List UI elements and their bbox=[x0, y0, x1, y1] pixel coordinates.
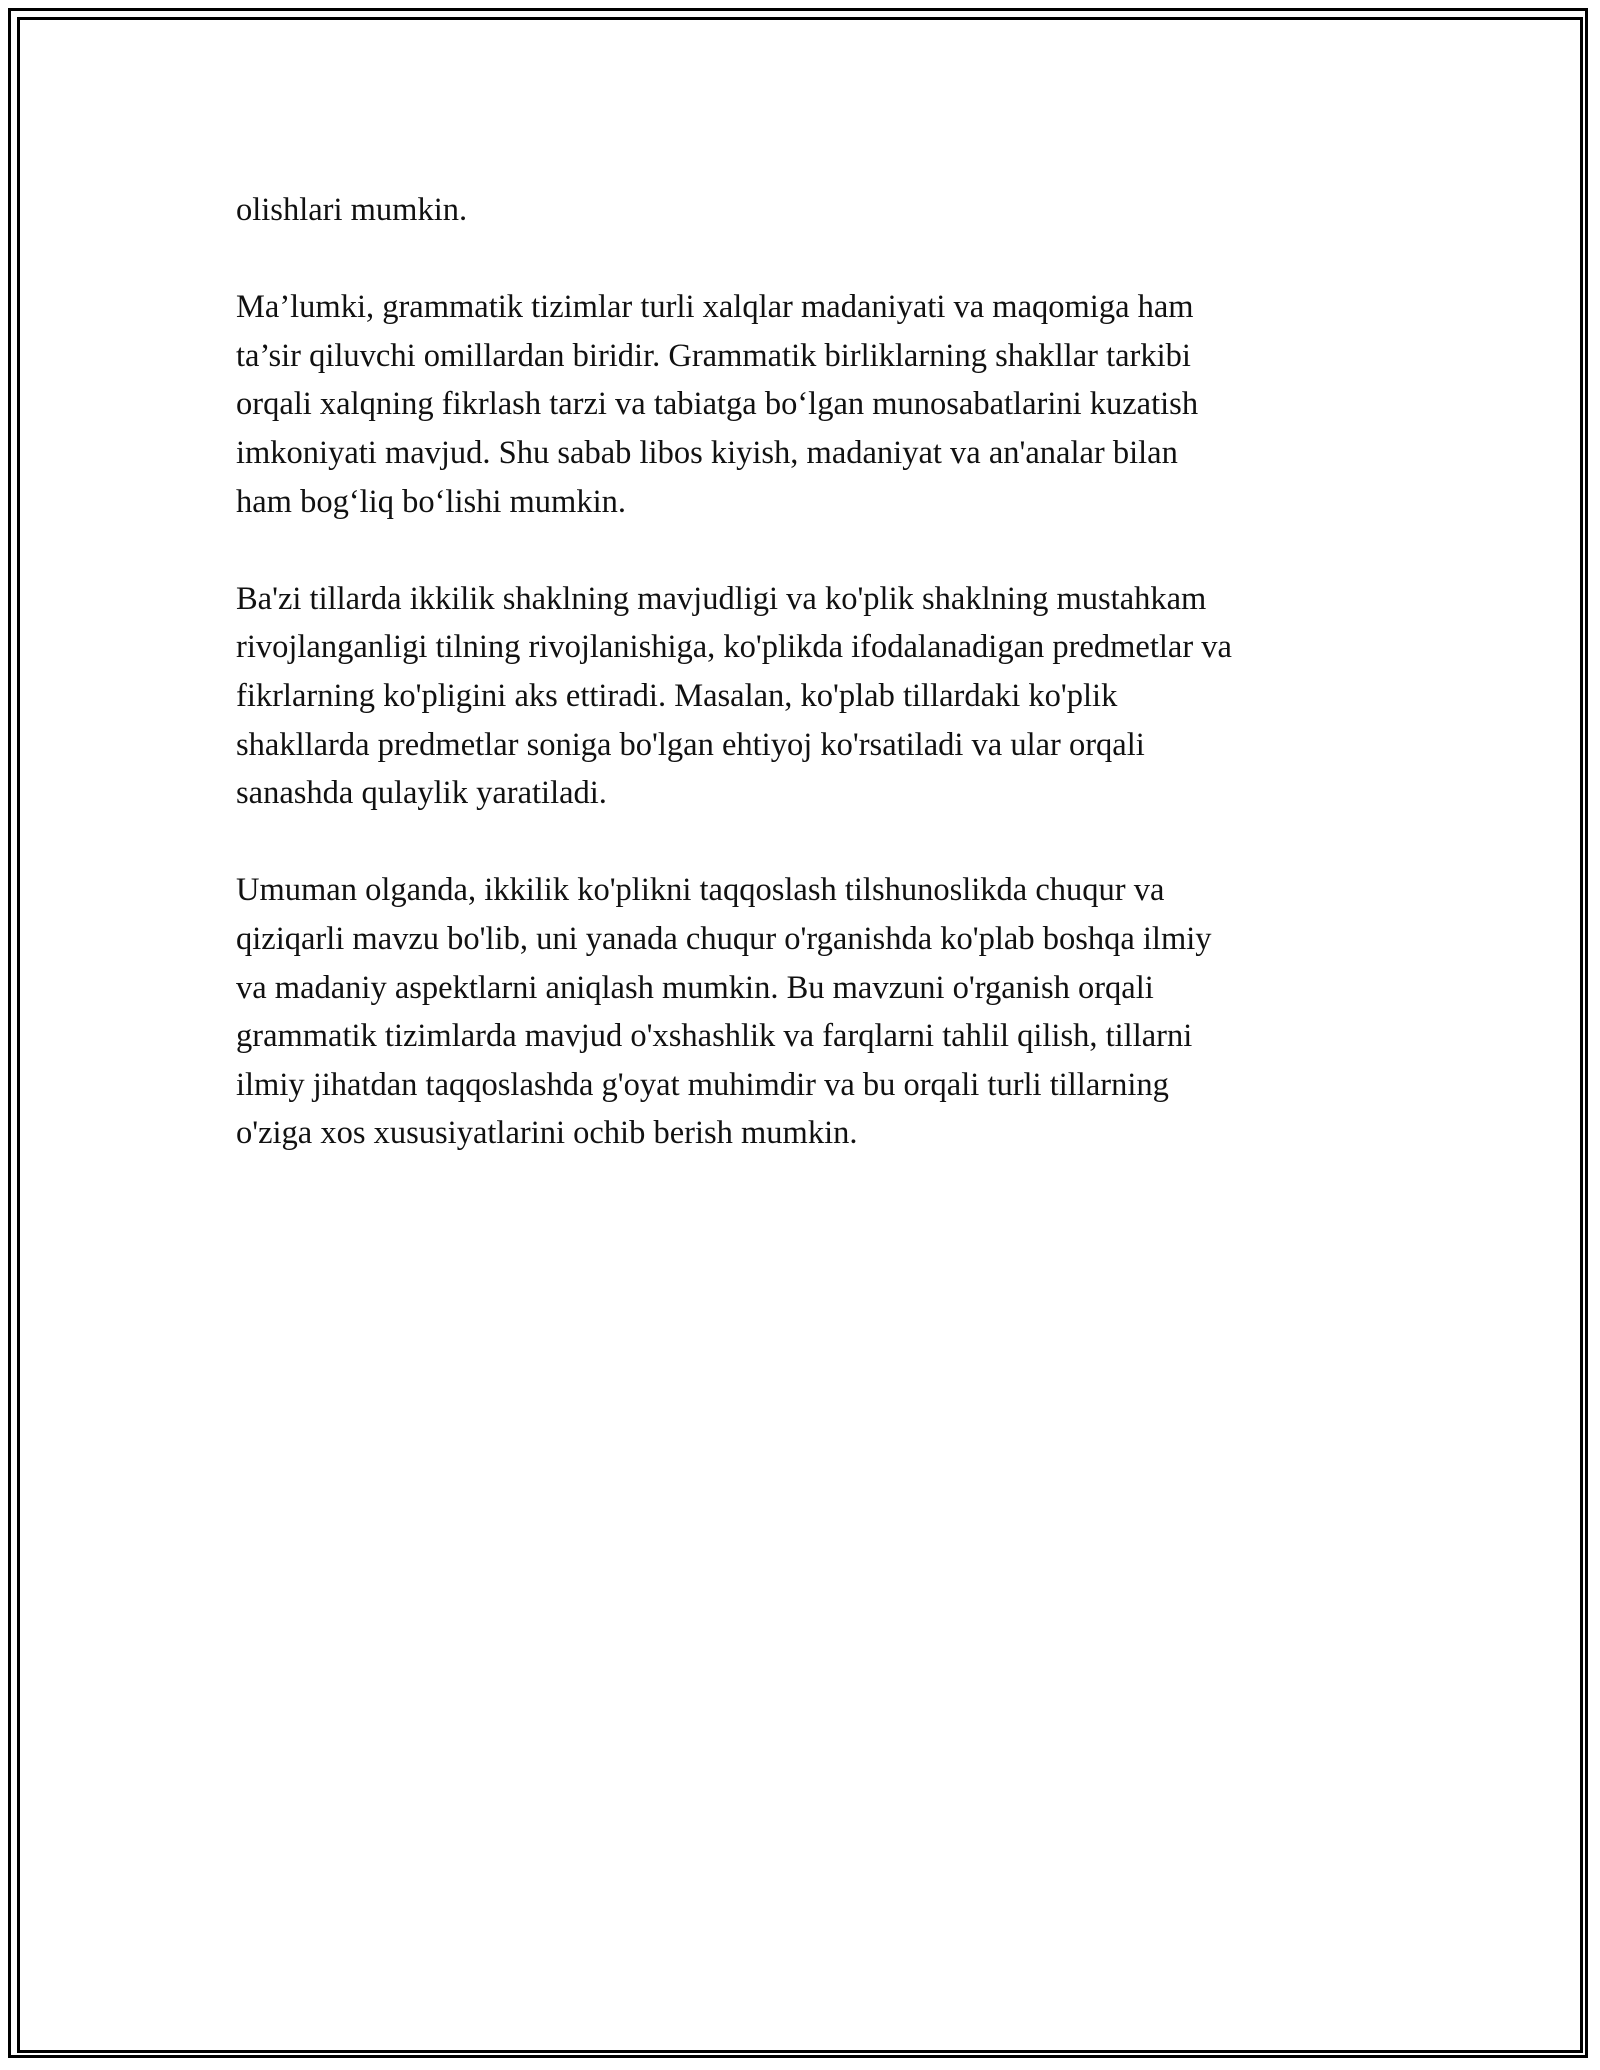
text-line: ta’sir qiluvchi omillardan biridir. Grammatik birliklarning shakllar tarkibi bbox=[236, 337, 1191, 374]
text-line: sanashda qulaylik yaratiladi. bbox=[236, 775, 607, 812]
text-line: qiziqarli mavzu bo'lib, uni yanada chuqur o'rganishda ko'plab boshqa ilmiy bbox=[236, 920, 1212, 957]
text-line: va madaniy aspektlarni aniqlash mumkin. Bu mavzuni o'rganish orqali bbox=[236, 969, 1154, 1006]
text-line: olishlari mumkin. bbox=[236, 192, 468, 228]
paragraph-2 bbox=[236, 283, 1396, 526]
text-line: orqali xalqning fikrlash tarzi va tabiatga bo‘lgan munosabatlarini kuzatish bbox=[236, 386, 1199, 423]
text-line: shakllarda predmetlar soniga bo'lgan ehtiyoj ko'rsatiladi va ular orqali bbox=[236, 726, 1145, 763]
text-line: ilmiy jihatdan taqqoslashda g'oyat muhimdir va bu orqali turli tillarning bbox=[236, 1066, 1169, 1103]
paragraph-1 bbox=[236, 186, 1396, 235]
text-line: ham bog‘liq bo‘lishi mumkin. bbox=[236, 483, 626, 520]
page-content bbox=[236, 186, 1396, 1158]
paragraph-4 bbox=[236, 866, 1396, 1158]
text-line: Ma’lumki, grammatik tizimlar turli xalqlar madaniyati va maqomiga ham bbox=[236, 289, 1194, 326]
text-line: imkoniyati mavjud. Shu sabab libos kiyish, madaniyat va an'analar bilan bbox=[236, 434, 1178, 471]
text-line: grammatik tizimlarda mavjud o'xshashlik va farqlarni tahlil qilish, tillarni bbox=[236, 1018, 1193, 1055]
paragraph-3 bbox=[236, 575, 1396, 818]
text-line: Umuman olganda, ikkilik ko'plikni taqqoslash tilshunoslikda chuqur va bbox=[236, 872, 1165, 909]
text-line: fikrlarning ko'pligini aks ettiradi. Masalan, ko'plab tillardaki ko'plik bbox=[236, 677, 1118, 714]
text-line: o'ziga xos xususiyatlarini ochib berish mumkin. bbox=[236, 1115, 858, 1152]
text-line: rivojlanganligi tilning rivojlanishiga, ko'plikda ifodalanadigan predmetlar va bbox=[236, 629, 1232, 666]
text-line: Ba'zi tillarda ikkilik shaklning mavjudligi va ko'plik shaklning mustahkam bbox=[236, 580, 1207, 617]
